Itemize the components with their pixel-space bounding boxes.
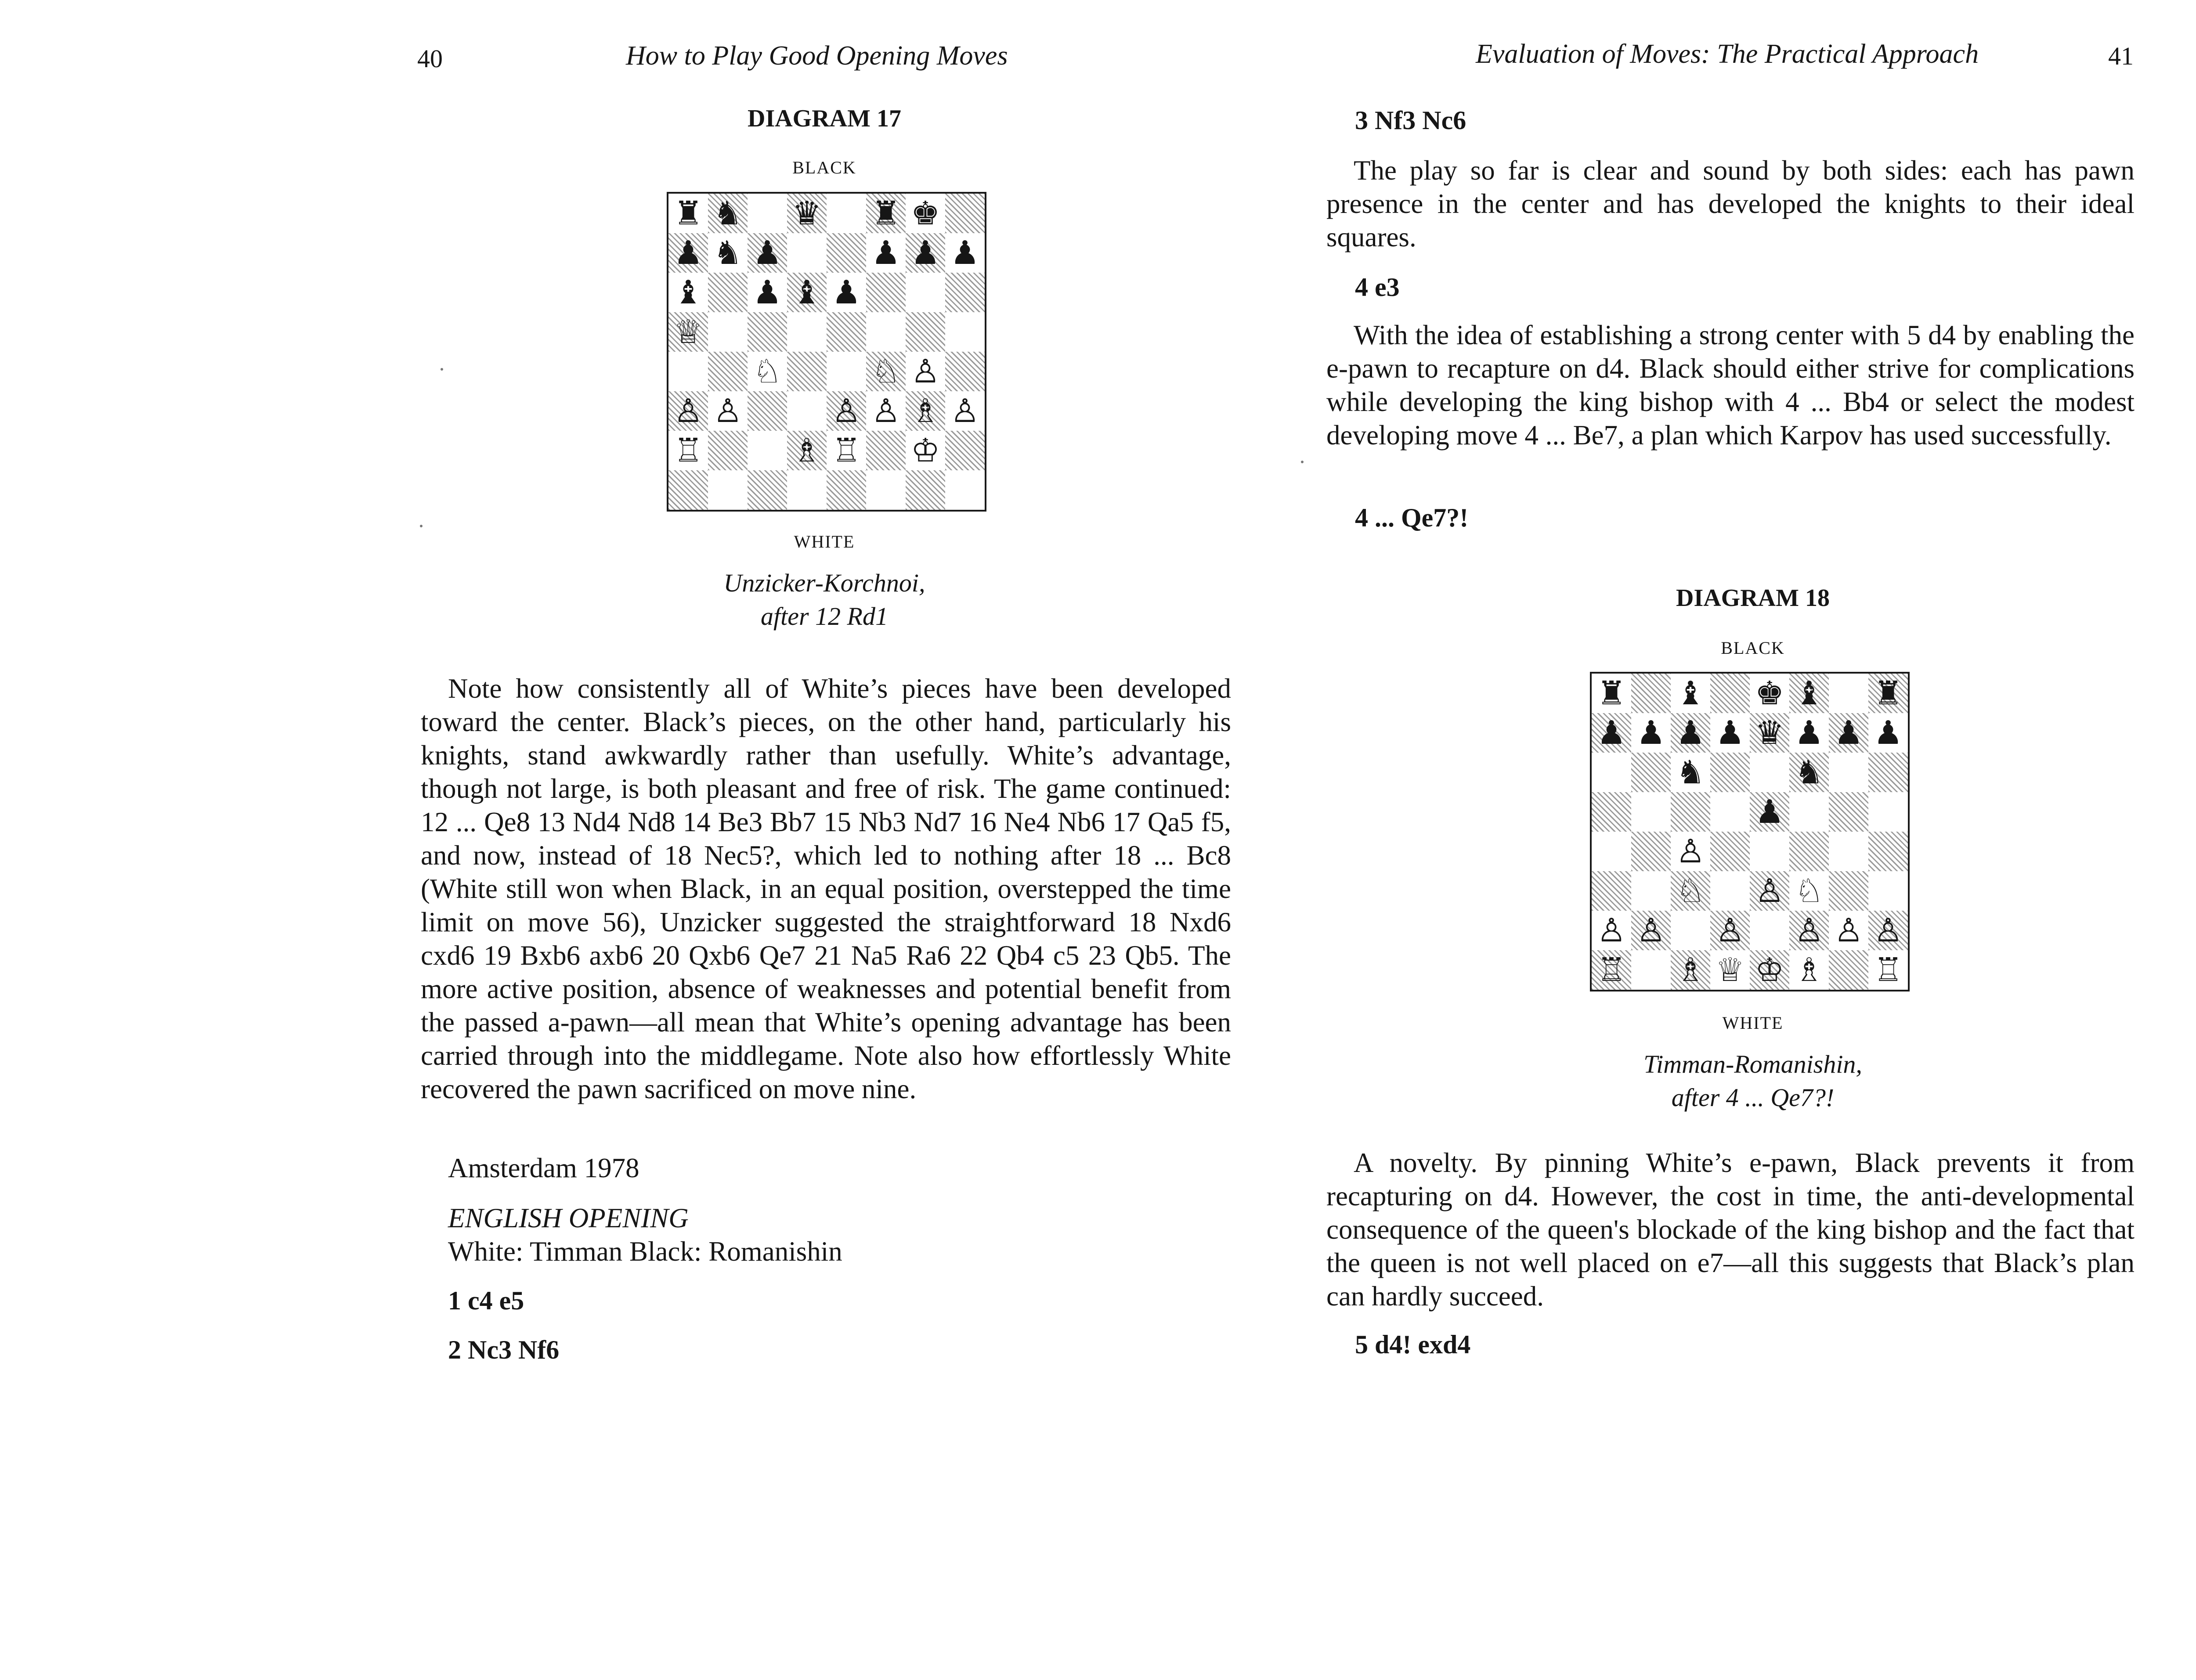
board-square [668, 233, 708, 273]
chess-piece-icon: ♜ [673, 195, 703, 232]
chess-piece-icon: ♔ [1755, 951, 1784, 989]
board-square [1631, 911, 1671, 950]
board-square [1631, 713, 1671, 753]
chess-piece-icon: ♟ [1715, 714, 1745, 752]
board-square [748, 194, 787, 233]
board-square [945, 194, 985, 233]
board-square [708, 431, 748, 470]
board-square [1868, 871, 1908, 911]
board-square [1789, 871, 1829, 911]
board-square [748, 470, 787, 510]
chess-piece-icon: ♙ [831, 392, 861, 430]
board-square [1789, 713, 1829, 753]
board-top-label: BLACK [792, 158, 856, 177]
chess-piece-icon: ♛ [792, 195, 822, 232]
move-line: 4 ... Qe7?! [1355, 503, 1469, 532]
board-square [787, 233, 827, 273]
board-square [1592, 792, 1631, 832]
chess-piece-icon: ♙ [1676, 833, 1705, 870]
board-square [708, 391, 748, 431]
board-square [1789, 753, 1829, 792]
board-square [1592, 674, 1631, 713]
board-square [1789, 911, 1829, 950]
board-square [1592, 911, 1631, 950]
board-square [1829, 753, 1868, 792]
board-square [1750, 753, 1789, 792]
diagram-caption [649, 566, 1000, 633]
diagram-caption [1577, 1048, 1929, 1114]
chess-piece-icon: ♟ [1834, 714, 1864, 752]
board-square [668, 312, 708, 352]
paragraph-text: A novelty. By pinning White’s e-pawn, Black prevents it from recapturing on d4. However, the cost in time, the anti-developmental consequence of the queen's blockade of the king bishop and the fact that the queen is not well placed on e7—all this suggests that Black’s plan can hardly succeed. [1326, 1147, 2135, 1312]
board-bottom-label: WHITE [1722, 1013, 1784, 1033]
caption-line: after 4 ... Qe7?! [1671, 1083, 1835, 1112]
board-square [827, 470, 866, 510]
chess-piece-icon: ♚ [1755, 674, 1784, 712]
chess-piece-icon: ♟ [831, 274, 861, 311]
opening-name: ENGLISH OPENING [448, 1203, 689, 1233]
board-square [1592, 753, 1631, 792]
paragraph-text: The play so far is clear and sound by both sides: each has pawn presence in the center and has developed the knights to their ideal squares. [1326, 155, 2135, 252]
move-line: 4 e3 [1355, 273, 1400, 302]
chess-piece-icon: ♙ [1596, 912, 1626, 949]
board-square [1750, 674, 1789, 713]
board-square [1631, 792, 1671, 832]
board-square [668, 431, 708, 470]
chess-piece-icon: ♟ [950, 234, 980, 272]
board-square [1868, 950, 1908, 990]
chess-piece-icon: ♔ [910, 432, 940, 469]
chess-piece-icon: ♙ [673, 392, 703, 430]
chess-piece-icon: ♕ [673, 313, 703, 351]
board-square [1829, 871, 1868, 911]
board-square [787, 312, 827, 352]
chess-piece-icon: ♙ [1834, 912, 1864, 949]
board-square [1710, 950, 1750, 990]
board-square [866, 233, 906, 273]
board-square [708, 312, 748, 352]
board-square [906, 233, 945, 273]
board-square [1868, 713, 1908, 753]
chess-board [1590, 672, 1910, 991]
board-square [906, 470, 945, 510]
board-square [1671, 713, 1710, 753]
chess-piece-icon: ♖ [831, 432, 861, 469]
chess-piece-icon: ♝ [1676, 674, 1705, 712]
board-square [708, 194, 748, 233]
chess-piece-icon: ♘ [1676, 872, 1705, 910]
chess-piece-icon: ♖ [1873, 951, 1903, 989]
board-square [1671, 792, 1710, 832]
board-square [1710, 871, 1750, 911]
chess-piece-icon: ♝ [1794, 674, 1824, 712]
diagram-title: DIAGRAM 17 [748, 105, 901, 132]
board-square [1750, 832, 1789, 871]
board-square [1710, 832, 1750, 871]
body-paragraph [421, 672, 1231, 1106]
board-square [1789, 950, 1829, 990]
board-square [1829, 911, 1868, 950]
scan-speck [1301, 461, 1304, 463]
chess-piece-icon: ♟ [752, 274, 782, 311]
board-square [866, 431, 906, 470]
board-square [866, 312, 906, 352]
board-square [1671, 832, 1710, 871]
paragraph-text: With the idea of establishing a strong center with 5 d4 by enabling the e-pawn to recapture on d4. Black should either strive for complications while developing the king bishop with 4 ... Bb4 or select the modest developing move 4 ... Be7, a plan which Karpov has used successfully. [1326, 320, 2135, 451]
chess-piece-icon: ♖ [673, 432, 703, 469]
chess-piece-icon: ♝ [673, 274, 703, 311]
board-square [866, 391, 906, 431]
caption-line: Timman-Romanishin, [1643, 1050, 1862, 1078]
chess-board [667, 192, 986, 512]
board-square [1631, 871, 1671, 911]
board-square [1592, 871, 1631, 911]
chess-piece-icon: ♖ [1596, 951, 1626, 989]
chess-piece-icon: ♟ [1676, 714, 1705, 752]
chess-piece-icon: ♞ [713, 195, 743, 232]
board-square [827, 312, 866, 352]
page-number: 41 [2108, 42, 2134, 70]
move-line: 5 d4! exd4 [1355, 1330, 1471, 1359]
board-square [1671, 871, 1710, 911]
move-line: 3 Nf3 Nc6 [1355, 106, 1466, 135]
event-line: Amsterdam 1978 [448, 1153, 639, 1183]
board-square [1710, 713, 1750, 753]
chess-piece-icon: ♟ [910, 234, 940, 272]
board-bottom-label: WHITE [794, 532, 855, 552]
board-square [748, 352, 787, 391]
board-square [748, 273, 787, 312]
board-square [668, 273, 708, 312]
chess-piece-icon: ♙ [950, 392, 980, 430]
board-square [827, 431, 866, 470]
chess-piece-icon: ♟ [673, 234, 703, 272]
chess-piece-icon: ♚ [910, 195, 940, 232]
chess-piece-icon: ♙ [1715, 912, 1745, 949]
board-square [1710, 674, 1750, 713]
board-square [1592, 950, 1631, 990]
board-square [1671, 950, 1710, 990]
board-square [906, 273, 945, 312]
chess-piece-icon: ♞ [1794, 753, 1824, 791]
board-square [1829, 713, 1868, 753]
board-square [1750, 713, 1789, 753]
page-number: 40 [417, 44, 443, 73]
board-square [1868, 674, 1908, 713]
board-square [708, 470, 748, 510]
board-square [708, 233, 748, 273]
chess-piece-icon: ♗ [792, 432, 822, 469]
board-square [906, 194, 945, 233]
chess-piece-icon: ♞ [1676, 753, 1705, 791]
caption-line: Unzicker-Korchnoi, [723, 569, 925, 597]
chess-piece-icon: ♝ [792, 274, 822, 311]
board-square [1829, 674, 1868, 713]
board-square [827, 391, 866, 431]
board-top-label: BLACK [1721, 638, 1785, 658]
right-page [1151, 0, 2196, 1680]
board-square [906, 312, 945, 352]
chess-piece-icon: ♛ [1755, 714, 1784, 752]
board-square [668, 391, 708, 431]
chess-piece-icon: ♕ [1715, 951, 1745, 989]
board-square [945, 273, 985, 312]
board-square [1592, 832, 1631, 871]
board-square [945, 391, 985, 431]
board-square [1671, 753, 1710, 792]
chess-piece-icon: ♞ [713, 234, 743, 272]
board-square [668, 352, 708, 391]
board-square [866, 352, 906, 391]
board-square [748, 391, 787, 431]
board-square [1631, 674, 1671, 713]
chess-piece-icon: ♘ [752, 353, 782, 390]
board-square [866, 194, 906, 233]
board-square [1829, 950, 1868, 990]
chess-piece-icon: ♜ [1596, 674, 1626, 712]
board-square [708, 352, 748, 391]
chess-piece-icon: ♗ [910, 392, 940, 430]
chess-piece-icon: ♟ [752, 234, 782, 272]
caption-line: after 12 Rd1 [761, 602, 888, 631]
board-square [1750, 911, 1789, 950]
chess-piece-icon: ♘ [1794, 872, 1824, 910]
board-square [787, 470, 827, 510]
board-square [1592, 713, 1631, 753]
scan-speck [441, 368, 443, 371]
board-square [866, 273, 906, 312]
players-line: White: Timman Black: Romanishin [448, 1236, 842, 1267]
board-square [748, 233, 787, 273]
board-square [787, 391, 827, 431]
board-square [708, 273, 748, 312]
board-square [1750, 871, 1789, 911]
chess-piece-icon: ♘ [871, 353, 901, 390]
board-square [1750, 792, 1789, 832]
board-square [1710, 792, 1750, 832]
board-square [945, 431, 985, 470]
board-square [1868, 753, 1908, 792]
board-square [1868, 832, 1908, 871]
board-square [1829, 792, 1868, 832]
board-square [668, 470, 708, 510]
board-square [1710, 753, 1750, 792]
body-paragraph [1326, 1146, 2135, 1313]
chess-piece-icon: ♟ [871, 234, 901, 272]
board-square [787, 273, 827, 312]
chess-piece-icon: ♙ [871, 392, 901, 430]
chess-piece-icon: ♟ [1755, 793, 1784, 831]
board-square [1789, 792, 1829, 832]
board-square [1631, 950, 1671, 990]
chess-piece-icon: ♜ [1873, 674, 1903, 712]
chess-piece-icon: ♙ [713, 392, 743, 430]
board-square [1868, 911, 1908, 950]
board-square [945, 233, 985, 273]
chess-piece-icon: ♟ [1596, 714, 1626, 752]
running-head: Evaluation of Moves: The Practical Approach [1476, 39, 1979, 69]
board-square [1671, 911, 1710, 950]
body-paragraph [1326, 318, 2135, 452]
board-square [1671, 674, 1710, 713]
chess-piece-icon: ♗ [1794, 951, 1824, 989]
board-square [1631, 753, 1671, 792]
board-square [787, 194, 827, 233]
board-square [945, 470, 985, 510]
chess-piece-icon: ♙ [1755, 872, 1784, 910]
board-square [906, 431, 945, 470]
board-square [668, 194, 708, 233]
board-square [1789, 832, 1829, 871]
chess-piece-icon: ♟ [1794, 714, 1824, 752]
chess-piece-icon: ♙ [1636, 912, 1666, 949]
board-square [748, 312, 787, 352]
diagram-title: DIAGRAM 18 [1676, 584, 1830, 612]
chess-piece-icon: ♙ [1794, 912, 1824, 949]
chess-piece-icon: ♙ [910, 353, 940, 390]
chess-piece-icon: ♜ [871, 195, 901, 232]
board-square [827, 233, 866, 273]
move-line: 2 Nc3 Nf6 [448, 1335, 560, 1364]
board-square [1750, 950, 1789, 990]
board-square [1710, 911, 1750, 950]
board-square [787, 431, 827, 470]
board-square [827, 273, 866, 312]
body-paragraph [1326, 154, 2135, 254]
running-head: How to Play Good Opening Moves [626, 41, 1008, 71]
board-square [945, 352, 985, 391]
board-square [787, 352, 827, 391]
board-square [866, 470, 906, 510]
board-square [827, 194, 866, 233]
board-square [1868, 792, 1908, 832]
board-square [827, 352, 866, 391]
board-square [906, 352, 945, 391]
board-square [1789, 674, 1829, 713]
board-square [1829, 832, 1868, 871]
board-square [906, 391, 945, 431]
chess-piece-icon: ♗ [1676, 951, 1705, 989]
chess-piece-icon: ♟ [1873, 714, 1903, 752]
chess-piece-icon: ♙ [1873, 912, 1903, 949]
chess-piece-icon: ♟ [1636, 714, 1666, 752]
board-square [1631, 832, 1671, 871]
paragraph-text: Note how consistently all of White’s pieces have been developed toward the center. Black’s pieces, on the other hand, particularly his knights, stand awkwardly rather than usefully. White’s advantage, though not large, is both pleasant and free of risk. The game continued: 12 ... Qe8 13 Nd4 Nd8 14 Be3 Bb7 15 Nb3 Nd7 16 Ne4 Nb6 17 Qa5 f5, and now, instead of 18 Nec5?, which led to nothing after 18 ... Bc8 (White still won when Black, in an equal position, overstepped the time limit on move 56), Unzicker suggested the straightforward 18 Nxd6 cxd6 19 Bxb6 axb6 20 Qxb6 Qe7 21 Na5 Ra6 22 Qb4 c5 23 Qb5. The more active position, absence of weaknesses and potential benefit from the passed a-pawn—all mean that White’s opening advantage has been carried through into the middlegame. Note also how effortlessly White recovered the pawn sacrificed on move nine. [421, 673, 1231, 1104]
board-square [748, 431, 787, 470]
scan-speck [420, 525, 423, 527]
board-square [945, 312, 985, 352]
move-line: 1 c4 e5 [448, 1286, 524, 1315]
